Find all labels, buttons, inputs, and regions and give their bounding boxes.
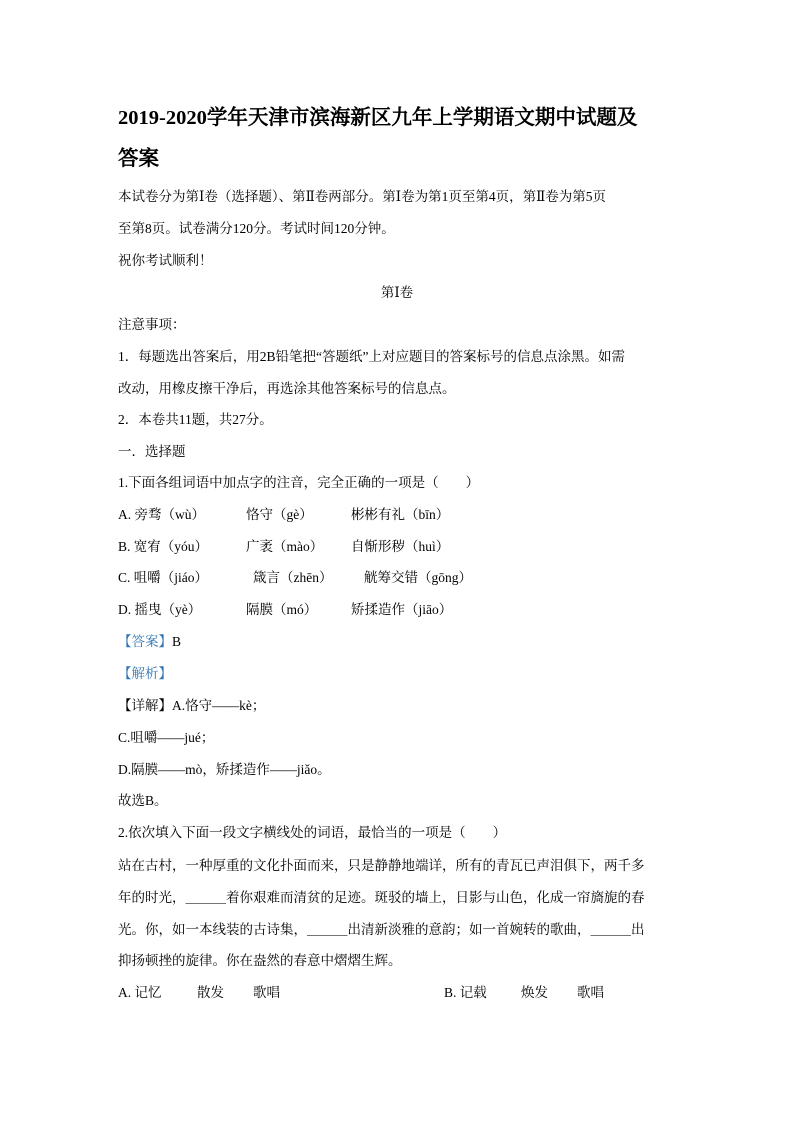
option-b-word-2: 焕发	[521, 985, 548, 1000]
question-1-stem: 1.下面各组词语中加点字的注音，完全正确的一项是（ ）	[118, 475, 480, 490]
detail-line: C.咀嚼——jué；	[118, 730, 215, 745]
question-2-stem: 2.依次填入下面一段文字横线处的词语，最恰当的一项是（ ）	[118, 825, 507, 840]
option-b-word-3: 歌唱	[577, 985, 604, 1000]
option-b-word-3: 自惭形秽（huì）	[351, 539, 450, 554]
option-c-word-1: C. 咀嚼（jiáo）	[118, 570, 208, 585]
detail-label: 【详解】	[118, 698, 172, 713]
notice-line: 1．每题选出答案后，用2B铅笔把“答题纸”上对应题目的答案标号的信息点涂黑。如需	[118, 349, 625, 364]
section-title: 第Ⅰ卷	[380, 285, 414, 300]
passage-line: 年的时光，＿＿＿着你艰难而清贫的足迹。斑驳的墙上，日影与山色，化成一帘旖旎的春	[118, 890, 645, 905]
option-d-word-1: D. 摇曳（yè）	[118, 602, 202, 617]
option-a-word-3: 彬彬有礼（bīn）	[351, 507, 450, 522]
option-c-word-3: 觥筹交错（gōng）	[364, 570, 472, 585]
notice-heading: 注意事项：	[118, 317, 186, 332]
option-a-word-2: 散发	[197, 985, 224, 1000]
option-a-word-3: 歌唱	[253, 985, 280, 1000]
answer-label: 【答案】	[118, 634, 172, 649]
title-line: 答案	[118, 148, 159, 170]
intro-line: 至第8页。试卷满分120分。考试时间120分钟。	[118, 221, 395, 236]
title-line: 2019-2020学年天津市滨海新区九年上学期语文期中试题及	[118, 107, 638, 129]
detail-text: A.恪守——kè；	[172, 698, 266, 713]
option-a-word-1: A. 旁骛（wù）	[118, 507, 205, 522]
option-d-word-2: 隔膜（mó）	[246, 602, 318, 617]
intro-line: 本试卷分为第Ⅰ卷（选择题）、第Ⅱ卷两部分。第Ⅰ卷为第1页至第4页，第Ⅱ卷为第5页	[118, 189, 607, 204]
option-c-word-2: 箴言（zhēn）	[253, 570, 333, 585]
notice-line: 改动，用橡皮擦干净后，再选涂其他答案标号的信息点。	[118, 381, 456, 396]
passage-line: 抑扬顿挫的旋律。你在盎然的春意中熠熠生辉。	[118, 953, 402, 968]
passage-line: 站在古村，一种厚重的文化扑面而来，只是静静地端详，所有的青瓦已声泪俱下，两千多	[118, 858, 645, 873]
answer-value: B	[172, 634, 182, 649]
detail-line: D.隔膜——mò，矫揉造作——jiǎo。	[118, 762, 331, 777]
option-a-word-2: 恪守（gè）	[246, 507, 313, 522]
answer-line	[118, 633, 181, 651]
option-b-word-1: B. 宽宥（yóu）	[118, 539, 209, 554]
detail-line	[118, 697, 265, 715]
option-b-word-2: 广袤（mào）	[246, 539, 324, 554]
part-heading: 一．选择题	[118, 444, 186, 459]
notice-line: 2．本卷共11题，共27分。	[118, 412, 273, 427]
option-d-word-3: 矫揉造作（jiāo）	[351, 602, 453, 617]
option-b-word-1: B. 记载	[444, 985, 487, 1000]
passage-line: 光。你，如一本线装的古诗集，＿＿＿出清新淡雅的意韵；如一首婉转的歌曲，＿＿＿出	[118, 922, 645, 937]
option-a-word-1: A. 记忆	[118, 985, 162, 1000]
analysis-label: 【解析】	[118, 666, 172, 681]
detail-line: 故选B。	[118, 793, 168, 808]
intro-line: 祝你考试顺利！	[118, 253, 213, 268]
